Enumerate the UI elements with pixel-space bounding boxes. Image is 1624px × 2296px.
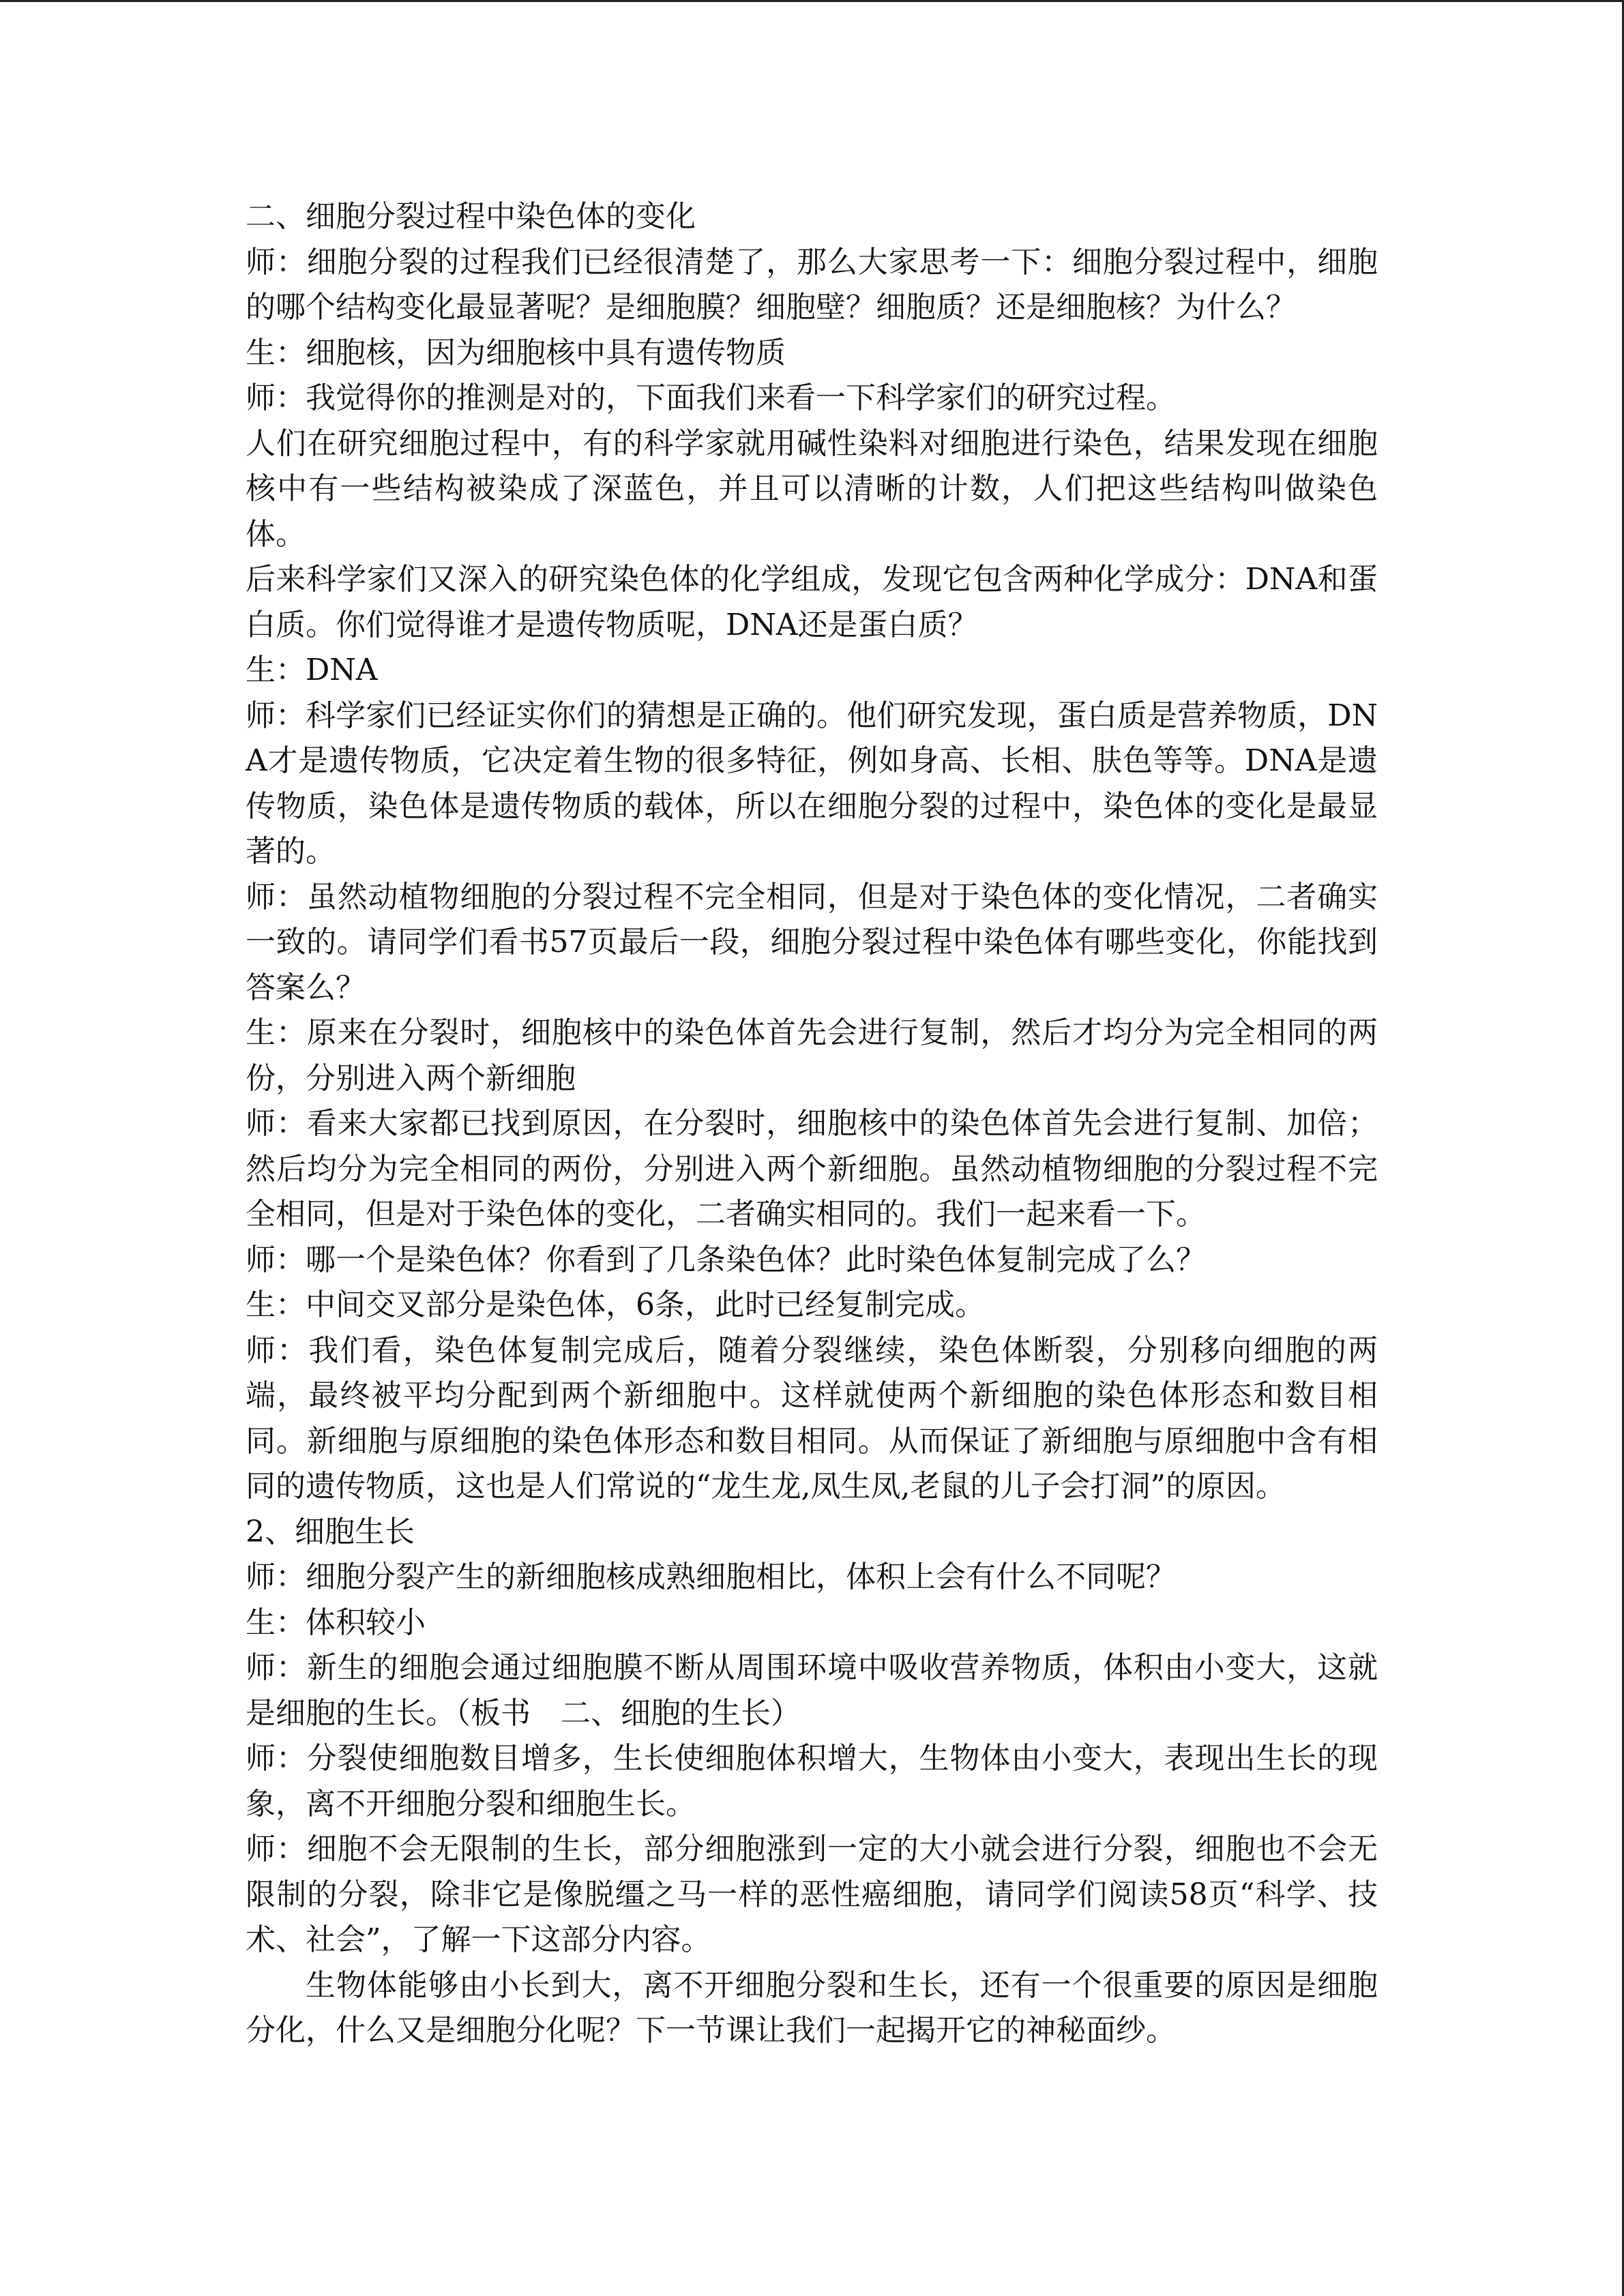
paragraph-student: 生：中间交叉部分是染色体，6条，此时已经复制完成。 <box>246 1287 985 1322</box>
page-top-border <box>0 0 1624 2</box>
paragraph-student: 生：体积较小 <box>246 1605 426 1640</box>
paragraph-teacher: 师：哪一个是染色体？你看到了几条染色体？此时染色体复制完成了么？ <box>246 1242 1206 1277</box>
paragraph-teacher: 师：我觉得你的推测是对的，下面我们来看一下科学家们的研究过程。 <box>246 381 1176 415</box>
paragraph-teacher: 师：科学家们已经证实你们的猜想是正确的。他们研究发现，蛋白质是营养物质，DNA才是遗传物质，它决定着生物的很多特征，例如身高、长相、肤色等等。DNA是遗传物质，染色体是遗传物质的载体，所以在细胞分裂的过程中，染色体的变化是最显著的。 <box>246 698 1378 869</box>
section-heading-cell-growth: 2、细胞生长 <box>246 1514 415 1549</box>
paragraph-teacher: 师：分裂使细胞数目增多，生长使细胞体积增大，生物体由小变大，表现出生长的现象，离不开细胞分裂和细胞生长。 <box>246 1741 1378 1821</box>
section-heading-chromosome: 二、细胞分裂过程中染色体的变化 <box>246 199 696 234</box>
paragraph-narrative: 人们在研究细胞过程中，有的科学家就用碱性染料对细胞进行染色，结果发现在细胞核中有一些结构被染成了深蓝色，并且可以清晰的计数，人们把这些结构叫做染色体。 <box>246 426 1378 552</box>
paragraph-student: 生：DNA <box>246 653 378 687</box>
paragraph-teacher: 师：细胞不会无限制的生长，部分细胞涨到一定的大小就会进行分裂，细胞也不会无限制的分裂，除非它是像脱缰之马一样的恶性癌细胞，请同学们阅读58页“科学、技术、社会”，了解一下这部分内容。 <box>246 1832 1378 1957</box>
paragraph-student: 生：细胞核，因为细胞核中具有遗传物质 <box>246 335 786 370</box>
document-body <box>246 194 1378 2054</box>
paragraph-teacher: 师：新生的细胞会通过细胞膜不断从周围环境中吸收营养物质，体积由小变大，这就是细胞的生长。（板书 二、细胞的生长） <box>246 1650 1378 1731</box>
paragraph-conclusion: 生物体能够由小长到大，离不开细胞分裂和生长，还有一个很重要的原因是细胞分化，什么又是细胞分化呢？下一节课让我们一起揭开它的神秘面纱。 <box>246 1967 1378 2048</box>
paragraph-teacher: 师：看来大家都已找到原因，在分裂时，细胞核中的染色体首先会进行复制、加倍；然后均分为完全相同的两份，分别进入两个新细胞。虽然动植物细胞的分裂过程不完全相同，但是对于染色体的变化，二者确实相同的。我们一起来看一下。 <box>246 1106 1378 1232</box>
paragraph-teacher: 师：我们看，染色体复制完成后，随着分裂继续，染色体断裂，分别移向细胞的两端，最终被平均分配到两个新细胞中。这样就使两个新细胞的染色体形态和数目相同。新细胞与原细胞的染色体形态和数目相同。从而保证了新细胞与原细胞中含有相同的遗传物质，这也是人们常说的“龙生龙,凤生凤,老鼠的儿子会打洞”的原因。 <box>246 1332 1378 1504</box>
paragraph-teacher: 师：虽然动植物细胞的分裂过程不完全相同，但是对于染色体的变化情况，二者确实一致的。请同学们看书57页最后一段，细胞分裂过程中染色体有哪些变化，你能找到答案么？ <box>246 879 1378 1005</box>
paragraph-narrative: 后来科学家们又深入的研究染色体的化学组成，发现它包含两种化学成分：DNA和蛋白质。你们觉得谁才是遗传物质呢，DNA还是蛋白质？ <box>246 562 1378 642</box>
paragraph-student: 生：原来在分裂时，细胞核中的染色体首先会进行复制，然后才均分为完全相同的两份，分别进入两个新细胞 <box>246 1015 1378 1096</box>
paragraph-teacher: 师：细胞分裂的过程我们已经很清楚了，那么大家思考一下：细胞分裂过程中，细胞的哪个结构变化最显著呢？是细胞膜？细胞壁？细胞质？还是细胞核？为什么？ <box>246 244 1378 325</box>
paragraph-teacher: 师：细胞分裂产生的新细胞核成熟细胞相比，体积上会有什么不同呢？ <box>246 1560 1176 1594</box>
